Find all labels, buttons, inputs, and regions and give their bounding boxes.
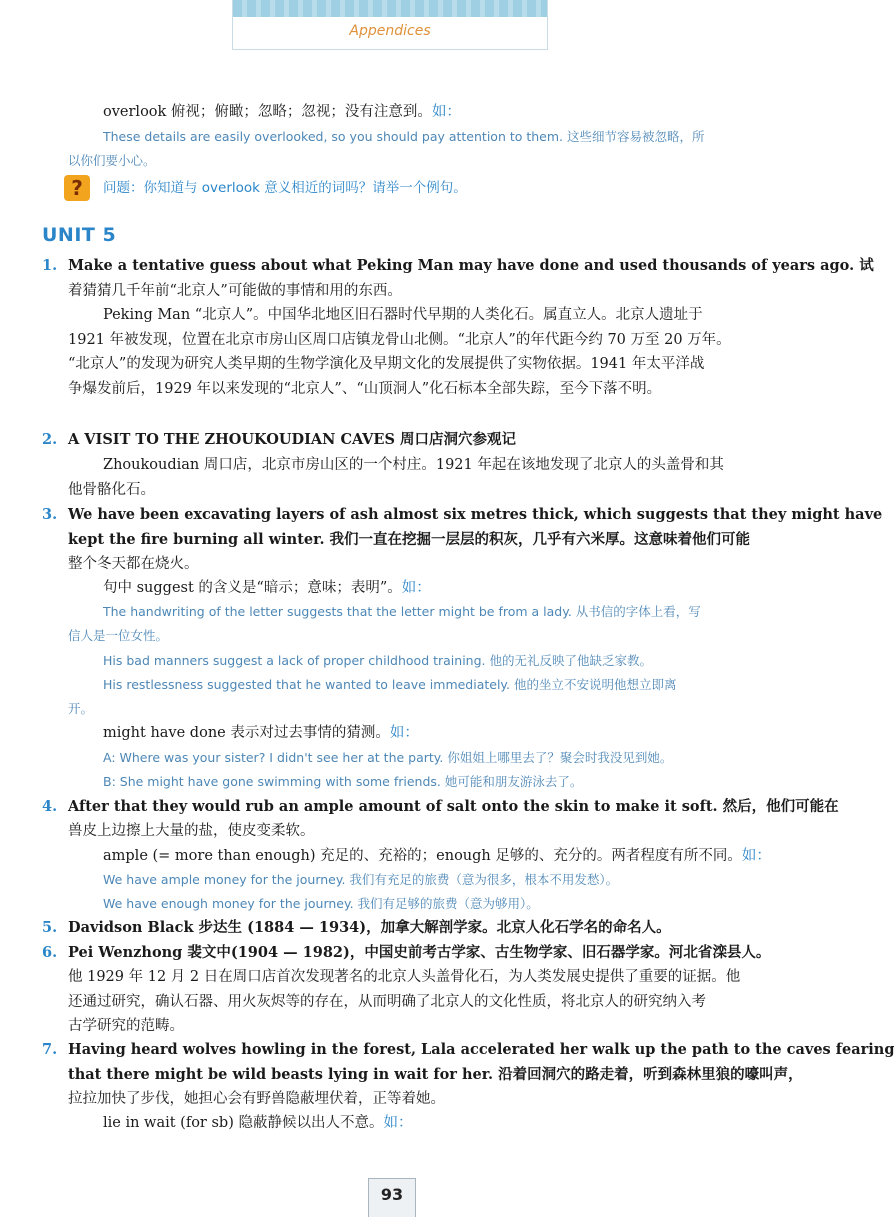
overlook-example-cont: 以你们要小心。 xyxy=(68,153,156,168)
item-2-note: 他骨骼化石。 xyxy=(68,482,155,498)
item-7-heading: Having heard wolves howling in the forest, Lala accelerated her walk up the path to the caves fearing xyxy=(68,1041,894,1058)
unit-title: UNIT 5 xyxy=(42,224,117,246)
appendices-header xyxy=(232,0,548,50)
item-7-heading-cont: 拉拉加快了步伐，她担心会有野兽隐蔽埋伏着，正等着她。 xyxy=(68,1091,445,1107)
item-1-note: 争爆发前后，1929 年以来发现的“北京人”、“山顶洞人”化石标本全部失踪，至今下落不明。 xyxy=(68,381,662,397)
item-6-heading: Pei Wenzhong 裴文中(1904 — 1982)，中国史前考古学家、古生物学家、旧石器学家。河北省滦县人。 xyxy=(68,944,771,961)
item-3-example-cont: 信人是一位女性。 xyxy=(68,628,169,643)
item-1-note: “北京人”的发现为研究人类早期的生物学演化及早期文化的发展提供了实物依据。1941 年太平洋战 xyxy=(68,356,705,372)
item-1-note: Peking Man “北京人”。中国华北地区旧石器时代早期的人类化石。属直立人。北京人遗址于 xyxy=(103,307,703,323)
item-3-example: The handwriting of the letter suggests that the letter might be from a lady. 从书信的字体上看，写 xyxy=(103,604,701,619)
item-3-note: might have done 表示对过去事情的猜测。如： xyxy=(103,725,419,741)
item-3-heading: We have been excavating layers of ash almost six metres thick, which suggests that they might have xyxy=(68,506,883,523)
item-4-heading-cont: 兽皮上边擦上大量的盐，使皮变柔软。 xyxy=(68,823,315,839)
item-number-2: 2. xyxy=(42,431,58,448)
item-3-example: His restlessness suggested that he wanted to leave immediately. 他的坐立不安说明他想立即离 xyxy=(103,677,677,692)
item-4-heading: After that they would rub an ample amount of salt onto the skin to make it soft. 然后，他们可能在 xyxy=(68,798,839,815)
item-3-heading-cont: kept the fire burning all winter. 我们一直在挖掘一层层的积灰，几乎有六米厚。这意味着他们可能 xyxy=(68,531,751,548)
item-6-note: 古学研究的范畴。 xyxy=(68,1018,184,1034)
header-illustration xyxy=(233,0,547,17)
overlook-definition: overlook 俯视；俯瞰；忽略；忽视；没有注意到。如： xyxy=(103,104,461,120)
item-1-note: 1921 年被发现，位置在北京市房山区周口店镇龙骨山北侧。“北京人”的年代距今约 70 万至 20 万年。 xyxy=(68,332,731,348)
item-3-heading-cont: 整个冬天都在烧火。 xyxy=(68,556,199,572)
item-4-example: We have ample money for the journey. 我们有充足的旅费（意为很多，根本不用发愁）。 xyxy=(103,872,619,887)
appendices-label: Appendices xyxy=(349,23,431,39)
item-number-3: 3. xyxy=(42,506,58,523)
item-6-note: 他 1929 年 12 月 2 日在周口店首次发现著名的北京人头盖骨化石，为人类发展史提供了重要的证据。他 xyxy=(68,969,741,985)
item-4-example: We have enough money for the journey. 我们有足够的旅费（意为够用）。 xyxy=(103,896,539,911)
item-3-example: His bad manners suggest a lack of proper childhood training. 他的无礼反映了他缺乏家教。 xyxy=(103,653,652,668)
item-number-1: 1. xyxy=(42,257,58,274)
item-7-note: lie in wait (for sb) 隐蔽静候以出人不意。如： xyxy=(103,1115,413,1131)
item-3-example: B: She might have gone swimming with some friends. 她可能和朋友游泳去了。 xyxy=(103,774,583,789)
item-3-example-cont: 开。 xyxy=(68,701,94,716)
item-3-example: A: Where was your sister? I didn't see her at the party. 你姐姐上哪里去了？聚会时我没见到她。 xyxy=(103,750,673,765)
item-2-note: Zhoukoudian 周口店，北京市房山区的一个村庄。1921 年起在该地发现了北京人的头盖骨和其 xyxy=(103,457,724,473)
item-number-5: 5. xyxy=(42,919,58,936)
item-number-7: 7. xyxy=(42,1041,58,1058)
item-4-note: ample (= more than enough) 充足的、充裕的；enough 足够的、充分的。两者程度有所不同。如： xyxy=(103,848,771,864)
item-5-heading: Davidson Black 步达生 (1884 — 1934)，加拿大解剖学家。北京人化石学名的命名人。 xyxy=(68,919,671,936)
item-7-heading-cont: that there might be wild beasts lying in wait for her. 沿着回洞穴的路走着，听到森林里狼的嚎叫声， xyxy=(68,1066,803,1083)
item-number-4: 4. xyxy=(42,798,58,815)
item-1-heading: Make a tentative guess about what Peking Man may have done and used thousands of years ago. 试 xyxy=(68,257,874,274)
overlook-example: These details are easily overlooked, so you should pay attention to them. 这些细节容易被忽略，所 xyxy=(103,129,705,144)
item-3-note: 句中 suggest 的含义是“暗示；意味；表明”。如： xyxy=(103,580,431,596)
item-number-6: 6. xyxy=(42,944,58,961)
item-2-heading: A VISIT TO THE ZHOUKOUDIAN CAVES 周口店洞穴参观记 xyxy=(68,431,516,448)
overlook-question: 问题：你知道与 overlook 意义相近的词吗？请举一个例句。 xyxy=(103,180,467,196)
item-1-heading-cont: 着猜猜几千年前“北京人”可能做的事情和用的东西。 xyxy=(68,283,402,299)
item-6-note: 还通过研究，确认石器、用火灰烬等的存在，从而明确了北京人的文化性质，将北京人的研究纳入考 xyxy=(68,994,706,1010)
question-icon: ? xyxy=(64,175,90,201)
page-number: 93 xyxy=(368,1178,416,1217)
